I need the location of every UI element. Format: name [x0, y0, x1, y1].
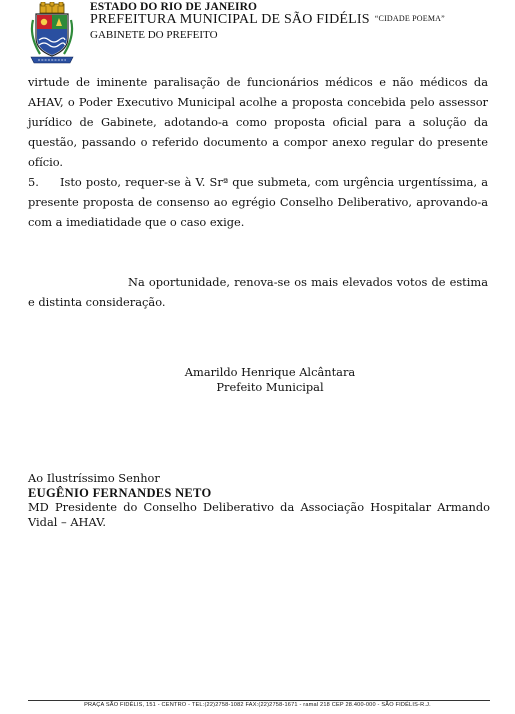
- paragraph-number: 5.: [28, 175, 39, 189]
- letterhead-state: ESTADO DO RIO DE JANEIRO: [90, 1, 258, 13]
- body-paragraph-2: [28, 172, 488, 232]
- signatory-name: Amarildo Henrique Alcântara: [184, 365, 356, 379]
- footer-divider: [28, 700, 490, 701]
- letterhead-motto: “CIDADE POEMA”: [374, 14, 445, 23]
- addressee-name: EUGÊNIO FERNANDES NETO: [28, 486, 212, 500]
- body-paragraph-1: virtude de iminente paralisação de funcionários médicos e não médicos da AHAV, o Poder Executivo Municipal acolhe a proposta concebida pelo assessor jurídico de Gabinete, adotando-a como proposta oficial para a solução da questão, passando o referido documento a compor anexo regular do presente ofício.: [28, 75, 488, 169]
- letterhead-office: GABINETE DO PREFEITO: [90, 29, 218, 41]
- addressee-greeting: Ao Ilustríssimo Senhor: [28, 471, 160, 485]
- footer-address: PRAÇA SÃO FIDÉLIS, 151 - CENTRO - TEL:(22)2758-1082 FAX:(22)2758-1671 - ramal 218 CEP 28.400-000 - SÃO FIDÉLIS-R.J.: [84, 702, 431, 708]
- body-paragraph-2-text: Isto posto, requer-se à V. Srª que submeta, com urgência urgentíssima, a presente proposta de consenso ao egrégio Conselho Deliberativo, aprovando-a com a imediatidade que o caso exige.: [28, 175, 488, 229]
- signatory-title: Prefeito Municipal: [216, 380, 324, 394]
- coat-of-arms-icon: [28, 2, 76, 66]
- letterhead-city: [90, 12, 445, 28]
- closing-paragraph: Na oportunidade, renova-se os mais elevados votos de estima e distinta consideração.: [28, 275, 488, 309]
- addressee-role: MD Presidente do Conselho Deliberativo da Associação Hospitalar Armando Vidal – AHAV.: [28, 500, 490, 529]
- letterhead-city-name: PREFEITURA MUNICIPAL DE SÃO FIDÉLIS: [90, 12, 370, 27]
